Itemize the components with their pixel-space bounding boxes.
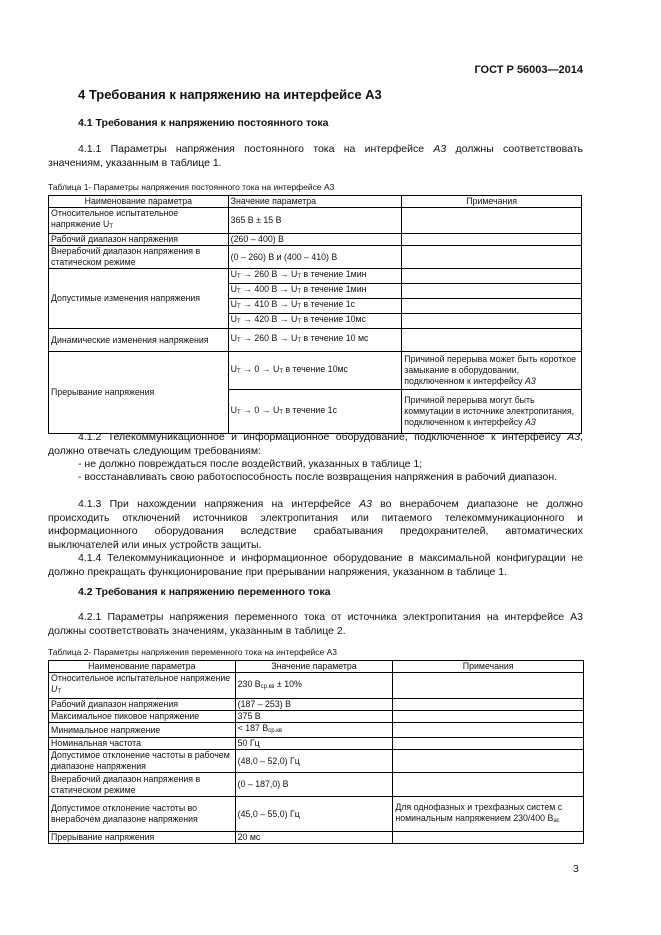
table-1 bbox=[48, 195, 582, 434]
table-row bbox=[49, 738, 584, 750]
param-note bbox=[402, 234, 582, 246]
table-row bbox=[49, 352, 582, 390]
table2-header-row bbox=[49, 661, 584, 673]
param-name: Максимальное пиковое напряжение bbox=[49, 711, 236, 723]
table1-header-notes: Примечания bbox=[402, 196, 582, 208]
table-row bbox=[49, 234, 582, 246]
param-name: Номинальная частота bbox=[49, 738, 236, 750]
param-value: (45,0 – 55,0) Гц bbox=[235, 797, 393, 832]
param-note bbox=[393, 832, 584, 844]
param-note bbox=[393, 750, 584, 773]
param-note bbox=[393, 738, 584, 750]
param-value: $U_T \to 420$ $В \to U_T$ в течение 10мс bbox=[228, 314, 402, 329]
param-value: $U_T \to 260$ $В \to U_T$ в течение 1мин bbox=[228, 269, 402, 284]
param-note: Причиной перерыва может быть короткое замыкание в оборудовании, подключенном к интерфейсу А3 bbox=[402, 352, 582, 390]
param-note bbox=[402, 246, 582, 269]
table-row bbox=[49, 711, 584, 723]
paragraph-4-1-2: 4.1.2 Телекоммуникационное и информационное оборудование, подключенное к интерфейсу А3, должно отвечать следующим требованиям: bbox=[48, 431, 583, 457]
subsection-title-4-1: 4.1 Требования к напряжению постоянного тока bbox=[78, 117, 329, 129]
param-value: 20 мс bbox=[235, 832, 393, 844]
param-value: 365 В ± 15 В bbox=[228, 208, 402, 234]
table-row bbox=[49, 699, 584, 711]
table2-caption: Таблица 2- Параметры напряжения переменного тока на интерфейсе А3 bbox=[48, 647, 338, 657]
param-name: Рабочий диапазон напряжения bbox=[49, 234, 229, 246]
param-name: Динамические изменения напряжения bbox=[49, 329, 229, 352]
param-value: (48,0 – 52,0) Гц bbox=[235, 750, 393, 773]
table-2 bbox=[48, 660, 584, 844]
param-note bbox=[402, 284, 582, 299]
table-row bbox=[49, 797, 584, 832]
table-row bbox=[49, 329, 582, 352]
table1-header-value: Значение параметра bbox=[228, 196, 402, 208]
param-note bbox=[402, 208, 582, 234]
table1-header-name: Наименование параметра bbox=[49, 196, 229, 208]
param-value: $U_T \to 0 \to U_T$ в течение 1с bbox=[228, 390, 402, 434]
param-value: (0 – 260) В и (400 – 410) В bbox=[228, 246, 402, 269]
paragraph-4-2-1: 4.2.1 Параметры напряжения переменного тока от источника электропитания на интерфейсе А3 должны соответствовать значениям, указанным в таблице 2. bbox=[48, 611, 583, 637]
table-row bbox=[49, 750, 584, 773]
table1-caption: Таблица 1- Параметры напряжения постоянного тока на интерфейсе А3 bbox=[48, 182, 335, 192]
table-row bbox=[49, 246, 582, 269]
paragraph-4-1-3: 4.1.3 При нахождении напряжения на интерфейсе А3 во внерабочем диапазоне не должно происходить отключений источников электропитания или питаемого телекоммуникационного и информационного оборудования вследствие срабатывания предохранителей, автоматических выключателей или иных устройств защиты. bbox=[48, 498, 583, 551]
param-note bbox=[402, 314, 582, 329]
table-row bbox=[49, 832, 584, 844]
table2-header-name: Наименование параметра bbox=[49, 661, 236, 673]
param-note: Причиной перерыва могут быть коммутации в источнике электропитания, подключенном к интерфейсу А3 bbox=[402, 390, 582, 434]
param-value: $U_T \to 0 \to U_T$ в течение 10мс bbox=[228, 352, 402, 390]
list-item: - восстанавливать свою работоспособность после возвращения напряжения в рабочий диапазон. bbox=[78, 471, 558, 483]
param-note bbox=[393, 673, 584, 699]
param-note bbox=[393, 699, 584, 711]
table2-header-value: Значение параметра bbox=[235, 661, 393, 673]
param-name: Относительное испытательное напряжение $U_T$ bbox=[49, 673, 236, 699]
page-number: 3 bbox=[573, 863, 579, 875]
table-row bbox=[49, 723, 584, 738]
paragraph-4-1-4: 4.1.4 Телекоммуникационное и информационное оборудование в максимальной конфигурации не должно прекращать функционирование при прерывании напряжения, указанном в таблице 1. bbox=[48, 552, 583, 578]
param-value: $U_T \to 400$ $В \to U_T$ в течение 1мин bbox=[228, 284, 402, 299]
param-note bbox=[393, 711, 584, 723]
param-name: Минимальное напряжение bbox=[49, 723, 236, 738]
param-value: < 187 $В_{ср.кв}$ bbox=[235, 723, 393, 738]
list-item: - не должно повреждаться после воздействий, указанных в таблице 1; bbox=[78, 458, 423, 470]
param-value: $U_T \to 260$ $В \to U_T$ в течение 10 мс bbox=[228, 329, 402, 352]
param-name: Относительное испытательное напряжение $U_T$ bbox=[49, 208, 229, 234]
param-name: Прерывание напряжения bbox=[49, 352, 229, 434]
table-row bbox=[49, 269, 582, 284]
param-name: Внерабочий диапазон напряжения в статическом режиме bbox=[49, 773, 236, 797]
table-row bbox=[49, 773, 584, 797]
param-value: 230 $В_{ср.кв} \pm 10\%$ bbox=[235, 673, 393, 699]
param-name: Внерабочий диапазон напряжения в статическом режиме bbox=[49, 246, 229, 269]
table1-header-row bbox=[49, 196, 582, 208]
param-name: Допустимое отклонение частоты во внерабочем диапазоне напряжения bbox=[49, 797, 236, 832]
paragraph-4-1-1: 4.1.1 Параметры напряжения постоянного тока на интерфейсе А3 должны соответствовать значениям, указанным в таблице 1. bbox=[48, 143, 583, 169]
param-name: Допустимые изменения напряжения bbox=[49, 269, 229, 329]
param-note bbox=[393, 723, 584, 738]
table2-header-notes: Примечания bbox=[393, 661, 584, 673]
param-value: (260 – 400) В bbox=[228, 234, 402, 246]
param-note bbox=[402, 299, 582, 314]
param-name: Прерывание напряжения bbox=[49, 832, 236, 844]
param-name: Допустимое отклонение частоты в рабочем диапазоне напряжения bbox=[49, 750, 236, 773]
param-note bbox=[402, 329, 582, 352]
param-value: 375 В bbox=[235, 711, 393, 723]
param-value: 50 Гц bbox=[235, 738, 393, 750]
param-value: $U_T \to 410$ $В \to U_T$ в течение 1с bbox=[228, 299, 402, 314]
table-row bbox=[49, 208, 582, 234]
param-value: (0 – 187,0) В bbox=[235, 773, 393, 797]
table-row bbox=[49, 673, 584, 699]
param-note: Для однофазных и трехфазных систем с номинальным напряжением 230/400 $В_{ас}$ bbox=[393, 797, 584, 832]
param-note bbox=[402, 269, 582, 284]
subsection-title-4-2: 4.2 Требования к напряжению переменного тока bbox=[78, 586, 331, 598]
param-value: (187 – 253) В bbox=[235, 699, 393, 711]
document-code: ГОСТ Р 56003—2014 bbox=[474, 64, 583, 76]
section-title: 4 Требования к напряжению на интерфейсе А3 bbox=[78, 87, 382, 102]
param-note bbox=[393, 773, 584, 797]
param-name: Рабочий диапазон напряжения bbox=[49, 699, 236, 711]
